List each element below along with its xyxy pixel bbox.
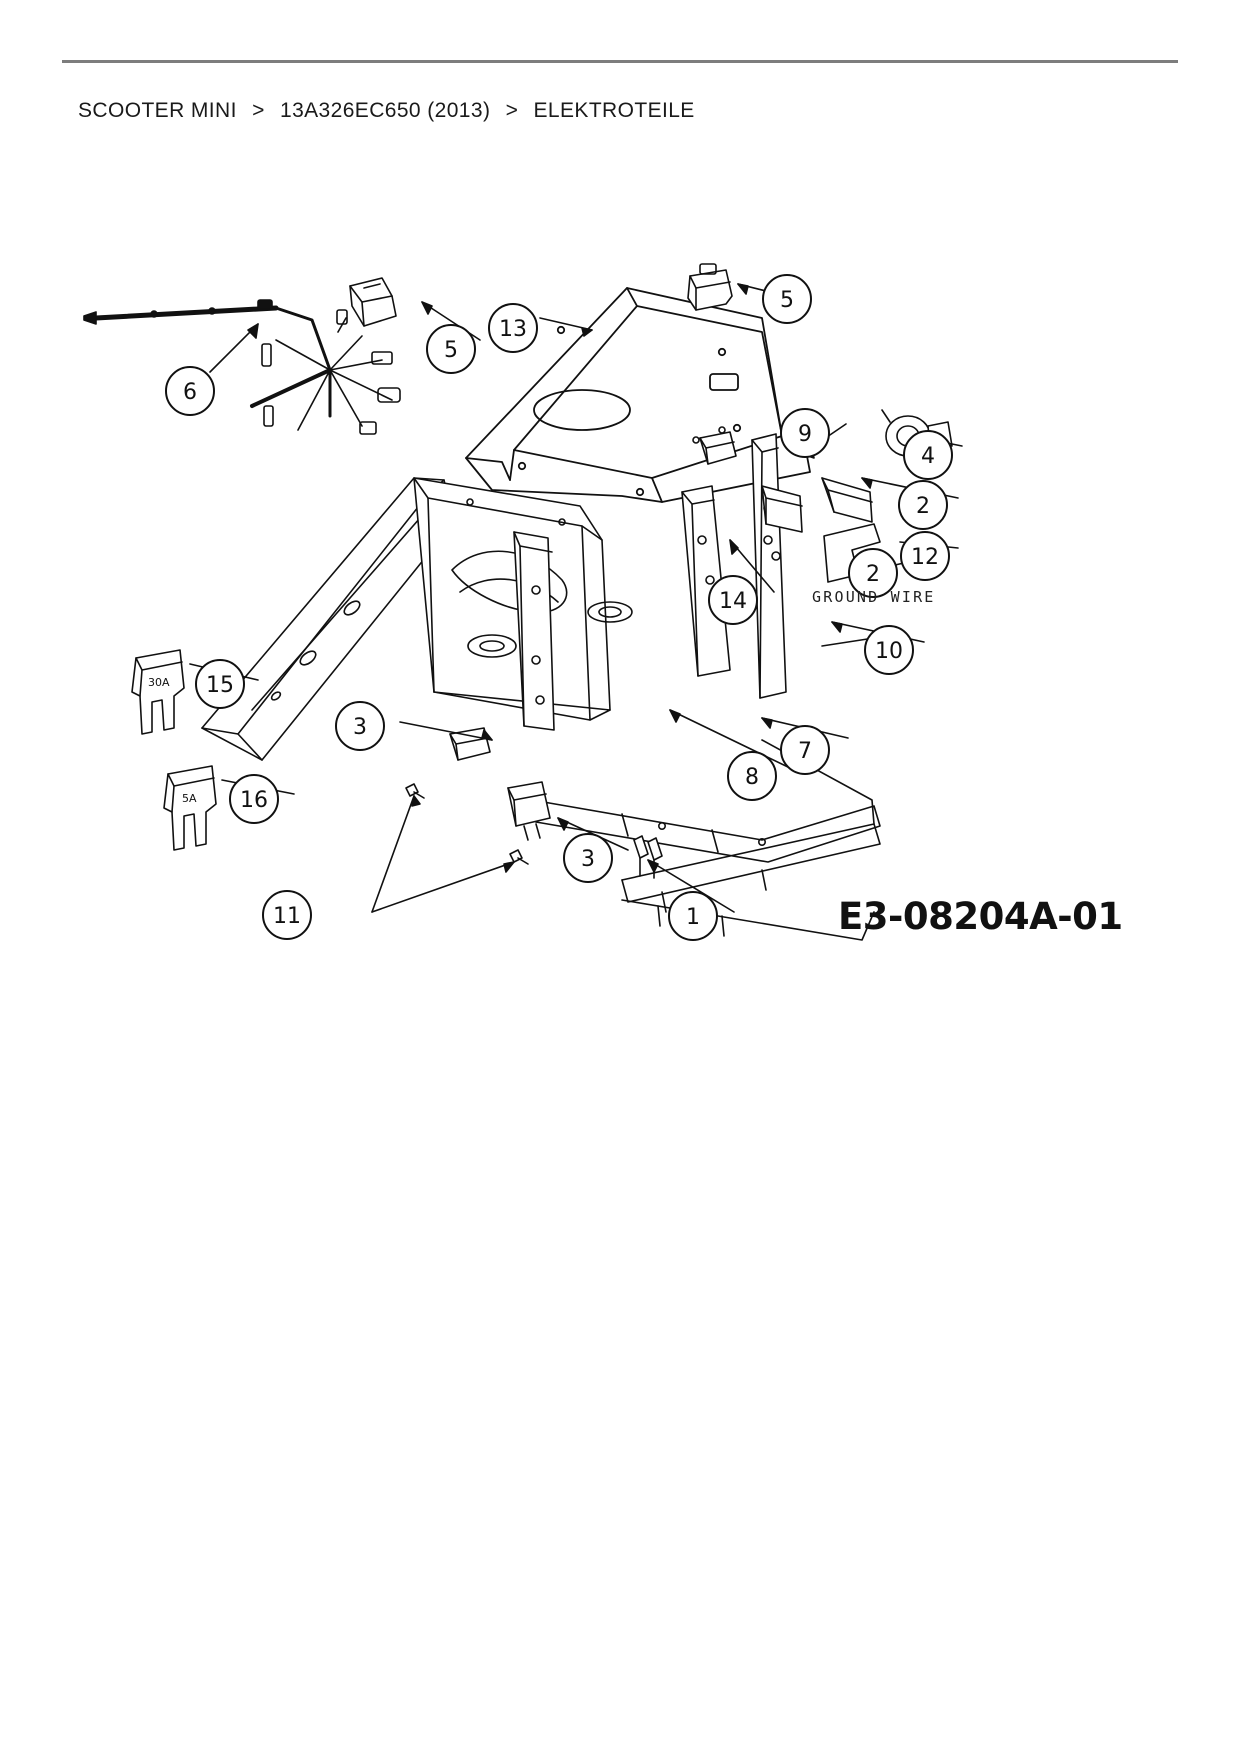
wire-harness — [84, 300, 400, 434]
breadcrumb-item-section[interactable]: ELEKTROTEILE — [533, 99, 695, 122]
breadcrumb-separator-2: > — [505, 99, 519, 122]
svg-text:10: 10 — [875, 639, 903, 664]
breadcrumb-item-model[interactable]: SCOOTER MINI — [78, 99, 237, 122]
svg-text:3: 3 — [353, 715, 367, 740]
breadcrumb-item-type[interactable]: 13A326EC650 (2013) — [279, 99, 491, 122]
svg-text:15: 15 — [206, 673, 234, 698]
svg-text:11: 11 — [273, 904, 301, 929]
screw-part-a — [406, 784, 424, 798]
breadcrumb-separator-1: > — [252, 99, 265, 122]
svg-text:2: 2 — [866, 562, 880, 587]
svg-text:3: 3 — [581, 847, 595, 872]
svg-text:8: 8 — [745, 765, 759, 790]
svg-text:7: 7 — [798, 739, 812, 764]
svg-text:12: 12 — [911, 545, 939, 570]
svg-text:14: 14 — [719, 589, 747, 614]
svg-text:5: 5 — [444, 338, 458, 363]
svg-text:30A: 30A — [148, 676, 170, 689]
bracket-plate — [822, 478, 872, 522]
svg-text:2: 2 — [916, 494, 930, 519]
fuse-5a — [164, 766, 216, 850]
svg-text:5: 5 — [780, 288, 794, 313]
svg-text:13: 13 — [499, 317, 527, 342]
svg-text:1: 1 — [686, 905, 700, 930]
svg-text:16: 16 — [240, 788, 268, 813]
ground-wire-label: GROUND WIRE — [812, 588, 936, 606]
fuse-30a — [132, 650, 184, 734]
svg-text:5A: 5A — [182, 792, 197, 805]
header-divider — [62, 60, 1178, 63]
diagonal-rail — [622, 900, 874, 940]
switch-part-a — [350, 278, 396, 326]
breadcrumb — [78, 99, 695, 123]
svg-text:9: 9 — [798, 422, 812, 447]
main-frame-rail — [202, 478, 454, 760]
drawing-number: E3-08204A-01 — [838, 895, 1123, 938]
switch-part-b — [688, 264, 732, 310]
svg-text:4: 4 — [921, 444, 935, 469]
module-part-b — [508, 782, 550, 840]
svg-text:6: 6 — [183, 380, 197, 405]
